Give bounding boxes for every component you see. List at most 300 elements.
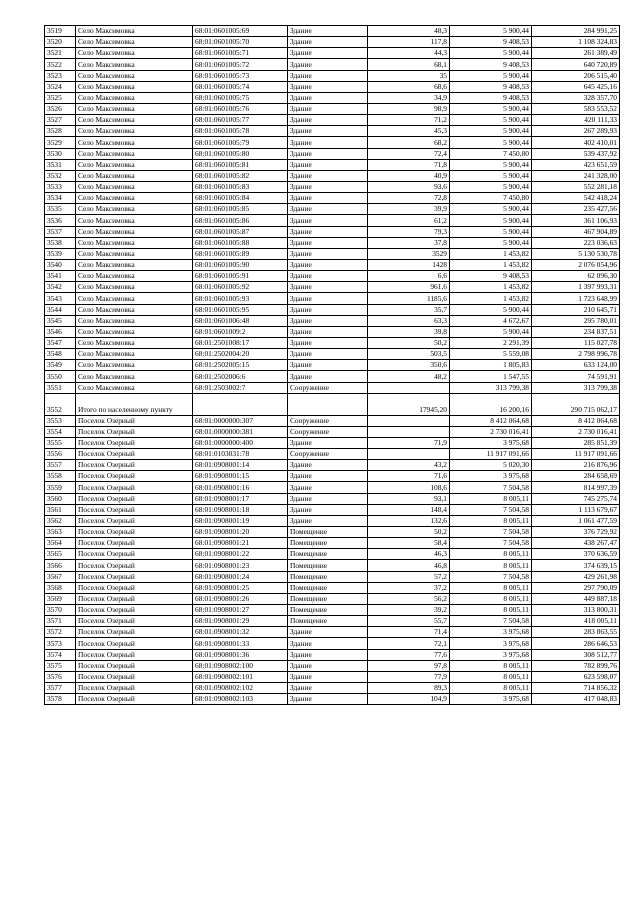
- object-type-cell: Здание: [288, 326, 368, 337]
- table-body: [45, 26, 620, 705]
- table-row: [45, 26, 620, 37]
- object-type-cell: Здание: [288, 170, 368, 181]
- cadastral-value-cell: 1 723 648,99: [532, 293, 620, 304]
- object-type-cell: Помещение: [288, 549, 368, 560]
- row-number-cell: 3557: [45, 460, 76, 471]
- cadastral-table: [44, 25, 620, 705]
- unit-value-cell: 5 900,44: [450, 170, 532, 181]
- object-type-cell: Здание: [288, 627, 368, 638]
- cadastral-number-cell: 68:01:0601005:70: [193, 37, 288, 48]
- locality-cell: Село Максимовка: [76, 382, 193, 393]
- table-row: [45, 638, 620, 649]
- table-row: [45, 304, 620, 315]
- area-cell: 71,9: [368, 437, 450, 448]
- cadastral-number-cell: 68:01:0908001:33: [193, 638, 288, 649]
- locality-cell: Поселок Озерный: [76, 560, 193, 571]
- cadastral-number-cell: 68:01:0601005:84: [193, 193, 288, 204]
- row-number-cell: 3562: [45, 515, 76, 526]
- unit-value-cell: 8 005,11: [450, 515, 532, 526]
- cadastral-value-cell: 1 397 993,31: [532, 282, 620, 293]
- area-cell: 34,9: [368, 92, 450, 103]
- row-number-cell: 3535: [45, 204, 76, 215]
- area-cell: 55,7: [368, 616, 450, 627]
- cadastral-number-cell: 68:01:0601005:89: [193, 248, 288, 259]
- row-number-cell: 3566: [45, 560, 76, 571]
- locality-cell: Поселок Озерный: [76, 660, 193, 671]
- table-row: [45, 582, 620, 593]
- table-row: [45, 115, 620, 126]
- row-number-cell: 3551: [45, 382, 76, 393]
- locality-cell: Поселок Озерный: [76, 415, 193, 426]
- unit-value-cell: 8 005,11: [450, 560, 532, 571]
- cadastral-value-cell: 374 639,15: [532, 560, 620, 571]
- row-number-cell: 3526: [45, 103, 76, 114]
- locality-cell: Село Максимовка: [76, 259, 193, 270]
- object-type-cell: Здание: [288, 437, 368, 448]
- document-sheet: [44, 25, 619, 705]
- locality-cell: Село Максимовка: [76, 215, 193, 226]
- cadastral-value-cell: 328 357,70: [532, 92, 620, 103]
- cadastral-value-cell: 313 799,38: [532, 382, 620, 393]
- object-type-cell: Здание: [288, 471, 368, 482]
- area-cell: 45,3: [368, 126, 450, 137]
- area-cell: [368, 449, 450, 460]
- cadastral-number-cell: 68:01:0601005:74: [193, 81, 288, 92]
- row-number-cell: 3544: [45, 304, 76, 315]
- unit-value-cell: 3 975,68: [450, 694, 532, 705]
- row-number-cell: 3552: [45, 393, 76, 415]
- area-cell: 48,3: [368, 26, 450, 37]
- object-type-cell: Здание: [288, 237, 368, 248]
- locality-cell: Село Максимовка: [76, 70, 193, 81]
- unit-value-cell: 7 450,80: [450, 148, 532, 159]
- row-number-cell: 3541: [45, 271, 76, 282]
- cadastral-number-cell: 68:01:0601005:90: [193, 259, 288, 270]
- locality-cell: Поселок Озерный: [76, 460, 193, 471]
- table-row: [45, 103, 620, 114]
- cadastral-value-cell: 417 048,83: [532, 694, 620, 705]
- cadastral-value-cell: 267 289,93: [532, 126, 620, 137]
- cadastral-number-cell: 68:01:0908001:17: [193, 493, 288, 504]
- cadastral-number-cell: 68:01:0601005:86: [193, 215, 288, 226]
- unit-value-cell: 9 408,53: [450, 37, 532, 48]
- table-row: [45, 360, 620, 371]
- table-row: [45, 248, 620, 259]
- cadastral-number-cell: 68:01:0908002:103: [193, 694, 288, 705]
- row-number-cell: 3560: [45, 493, 76, 504]
- cadastral-value-cell: 234 837,51: [532, 326, 620, 337]
- row-number-cell: 3543: [45, 293, 76, 304]
- object-type-cell: Здание: [288, 694, 368, 705]
- object-type-cell: Здание: [288, 148, 368, 159]
- row-number-cell: 3538: [45, 237, 76, 248]
- cadastral-number-cell: 68:01:0908001:26: [193, 593, 288, 604]
- object-type-cell: Здание: [288, 460, 368, 471]
- locality-cell: Поселок Озерный: [76, 482, 193, 493]
- row-number-cell: 3519: [45, 26, 76, 37]
- object-type-cell: Здание: [288, 315, 368, 326]
- cadastral-number-cell: 68:01:0908001:24: [193, 571, 288, 582]
- object-type-cell: Здание: [288, 48, 368, 59]
- locality-cell: Поселок Озерный: [76, 538, 193, 549]
- locality-cell: Поселок Озерный: [76, 527, 193, 538]
- cadastral-number-cell: 68:01:0601005:82: [193, 170, 288, 181]
- area-cell: 46,3: [368, 549, 450, 560]
- row-number-cell: 3570: [45, 605, 76, 616]
- locality-cell: Село Максимовка: [76, 137, 193, 148]
- table-row: [45, 193, 620, 204]
- table-row: [45, 571, 620, 582]
- cadastral-value-cell: 633 124,00: [532, 360, 620, 371]
- area-cell: 503,5: [368, 349, 450, 360]
- table-row: [45, 415, 620, 426]
- unit-value-cell: 1 805,83: [450, 360, 532, 371]
- table-row: [45, 660, 620, 671]
- locality-cell: Поселок Озерный: [76, 471, 193, 482]
- object-type-cell: Здание: [288, 649, 368, 660]
- table-row: [45, 92, 620, 103]
- row-number-cell: 3520: [45, 37, 76, 48]
- cadastral-number-cell: 68:01:0908001:25: [193, 582, 288, 593]
- locality-cell: Село Максимовка: [76, 48, 193, 59]
- cadastral-value-cell: 645 425,16: [532, 81, 620, 92]
- row-number-cell: 3571: [45, 616, 76, 627]
- unit-value-cell: 8 412 064,68: [450, 415, 532, 426]
- row-number-cell: 3573: [45, 638, 76, 649]
- unit-value-cell: 5 900,44: [450, 103, 532, 114]
- cadastral-number-cell: 68:01:0908002:101: [193, 671, 288, 682]
- area-cell: 57,2: [368, 571, 450, 582]
- cadastral-number-cell: 68:01:0908002:100: [193, 660, 288, 671]
- area-cell: 58,4: [368, 538, 450, 549]
- locality-cell: Село Максимовка: [76, 337, 193, 348]
- table-row: [45, 204, 620, 215]
- cadastral-number-cell: 68:01:0601005:81: [193, 159, 288, 170]
- cadastral-value-cell: 284 991,25: [532, 26, 620, 37]
- object-type-cell: Здание: [288, 671, 368, 682]
- locality-cell: Село Максимовка: [76, 159, 193, 170]
- table-row: [45, 326, 620, 337]
- cadastral-value-cell: 285 851,39: [532, 437, 620, 448]
- area-cell: 961,6: [368, 282, 450, 293]
- cadastral-value-cell: 714 856,32: [532, 683, 620, 694]
- cadastral-number-cell: 68:01:0000000:381: [193, 426, 288, 437]
- unit-value-cell: 9 408,53: [450, 271, 532, 282]
- cadastral-number-cell: 68:01:0601005:95: [193, 304, 288, 315]
- table-row: [45, 170, 620, 181]
- locality-cell: Поселок Озерный: [76, 426, 193, 437]
- cadastral-number-cell: 68:01:0601005:71: [193, 48, 288, 59]
- unit-value-cell: 3 975,68: [450, 638, 532, 649]
- cadastral-number-cell: 68:01:0000000:307: [193, 415, 288, 426]
- unit-value-cell: 5 900,44: [450, 26, 532, 37]
- object-type-cell: Сооружение: [288, 449, 368, 460]
- row-number-cell: 3574: [45, 649, 76, 660]
- object-type-cell: Здание: [288, 70, 368, 81]
- area-cell: 6,6: [368, 271, 450, 282]
- locality-cell: Поселок Озерный: [76, 571, 193, 582]
- row-number-cell: 3530: [45, 148, 76, 159]
- object-type-cell: Помещение: [288, 527, 368, 538]
- row-number-cell: 3575: [45, 660, 76, 671]
- cadastral-value-cell: 297 790,09: [532, 582, 620, 593]
- row-number-cell: 3559: [45, 482, 76, 493]
- area-cell: 40,9: [368, 170, 450, 181]
- table-row: [45, 181, 620, 192]
- object-type-cell: Здание: [288, 37, 368, 48]
- cadastral-value-cell: 814 997,39: [532, 482, 620, 493]
- area-cell: 35,7: [368, 304, 450, 315]
- cadastral-value-cell: 1 113 679,67: [532, 504, 620, 515]
- cadastral-number-cell: 68:01:0601005:88: [193, 237, 288, 248]
- cadastral-number-cell: 68:01:0908001:14: [193, 460, 288, 471]
- table-row: [45, 437, 620, 448]
- unit-value-cell: 5 900,44: [450, 115, 532, 126]
- row-number-cell: 3563: [45, 527, 76, 538]
- unit-value-cell: 5 900,44: [450, 304, 532, 315]
- cadastral-number-cell: 68:01:0601005:83: [193, 181, 288, 192]
- table-row: [45, 426, 620, 437]
- area-cell: 68,6: [368, 81, 450, 92]
- row-number-cell: 3578: [45, 694, 76, 705]
- object-type-cell: Помещение: [288, 571, 368, 582]
- table-row: [45, 371, 620, 382]
- cadastral-number-cell: 68:01:0601005:91: [193, 271, 288, 282]
- locality-cell: Поселок Озерный: [76, 649, 193, 660]
- locality-cell: Село Максимовка: [76, 304, 193, 315]
- cadastral-value-cell: 2 076 054,96: [532, 259, 620, 270]
- locality-cell: Село Максимовка: [76, 181, 193, 192]
- row-number-cell: 3572: [45, 627, 76, 638]
- locality-cell: Село Максимовка: [76, 115, 193, 126]
- locality-cell: Село Максимовка: [76, 282, 193, 293]
- locality-cell: Село Максимовка: [76, 293, 193, 304]
- row-number-cell: 3527: [45, 115, 76, 126]
- cadastral-value-cell: 542 418,24: [532, 193, 620, 204]
- locality-cell: Поселок Озерный: [76, 638, 193, 649]
- table-row: [45, 538, 620, 549]
- object-type-cell: Здание: [288, 660, 368, 671]
- row-number-cell: 3536: [45, 215, 76, 226]
- table-row: [45, 349, 620, 360]
- area-cell: 68,2: [368, 137, 450, 148]
- table-row: [45, 271, 620, 282]
- cadastral-number-cell: 68:01:0908001:27: [193, 605, 288, 616]
- row-number-cell: 3549: [45, 360, 76, 371]
- area-cell: 3529: [368, 248, 450, 259]
- cadastral-number-cell: 68:01:2503002:7: [193, 382, 288, 393]
- table-row: [45, 449, 620, 460]
- cadastral-number-cell: 68:01:0908001:16: [193, 482, 288, 493]
- cadastral-number-cell: 68:01:2501008:17: [193, 337, 288, 348]
- unit-value-cell: 9 408,53: [450, 81, 532, 92]
- cadastral-value-cell: 745 275,74: [532, 493, 620, 504]
- unit-value-cell: 16 200,16: [450, 393, 532, 415]
- row-number-cell: 3546: [45, 326, 76, 337]
- unit-value-cell: 1 453,82: [450, 282, 532, 293]
- object-type-cell: Здание: [288, 515, 368, 526]
- unit-value-cell: 7 504,58: [450, 504, 532, 515]
- table-row: [45, 694, 620, 705]
- cadastral-number-cell: 68:01:0601005:85: [193, 204, 288, 215]
- object-type-cell: Здание: [288, 304, 368, 315]
- object-type-cell: Здание: [288, 248, 368, 259]
- object-type-cell: Здание: [288, 215, 368, 226]
- unit-value-cell: 7 504,58: [450, 527, 532, 538]
- object-type-cell: Здание: [288, 504, 368, 515]
- table-row: [45, 504, 620, 515]
- locality-cell: Поселок Озерный: [76, 593, 193, 604]
- table-row: [45, 226, 620, 237]
- object-type-cell: Здание: [288, 137, 368, 148]
- unit-value-cell: 3 975,68: [450, 627, 532, 638]
- row-number-cell: 3547: [45, 337, 76, 348]
- cadastral-value-cell: 5 130 530,78: [532, 248, 620, 259]
- area-cell: [368, 382, 450, 393]
- locality-cell: Поселок Озерный: [76, 582, 193, 593]
- cadastral-number-cell: 68:01:0601009:2: [193, 326, 288, 337]
- cadastral-value-cell: 216 876,96: [532, 460, 620, 471]
- cadastral-value-cell: 62 096,30: [532, 271, 620, 282]
- unit-value-cell: 8 005,11: [450, 549, 532, 560]
- object-type-cell: Здание: [288, 159, 368, 170]
- locality-cell: Поселок Озерный: [76, 549, 193, 560]
- table-row: [45, 527, 620, 538]
- row-number-cell: 3565: [45, 549, 76, 560]
- area-cell: 71,8: [368, 159, 450, 170]
- cadastral-value-cell: 223 036,63: [532, 237, 620, 248]
- cadastral-number-cell: 68:01:2502004:20: [193, 349, 288, 360]
- unit-value-cell: 3 975,68: [450, 649, 532, 660]
- locality-cell: Село Максимовка: [76, 371, 193, 382]
- cadastral-value-cell: 423 651,59: [532, 159, 620, 170]
- unit-value-cell: 1 453,82: [450, 293, 532, 304]
- table-row: [45, 137, 620, 148]
- cadastral-number-cell: 68:01:0601005:77: [193, 115, 288, 126]
- unit-value-cell: 8 005,11: [450, 660, 532, 671]
- area-cell: 350,6: [368, 360, 450, 371]
- area-cell: 93,1: [368, 493, 450, 504]
- table-row: [45, 393, 620, 415]
- cadastral-value-cell: 286 646,53: [532, 638, 620, 649]
- area-cell: 56,2: [368, 593, 450, 604]
- unit-value-cell: 8 005,11: [450, 593, 532, 604]
- cadastral-number-cell: 68:01:0601005:79: [193, 137, 288, 148]
- cadastral-value-cell: 241 328,00: [532, 170, 620, 181]
- object-type-cell: Здание: [288, 259, 368, 270]
- locality-cell: Поселок Озерный: [76, 437, 193, 448]
- table-row: [45, 683, 620, 694]
- unit-value-cell: 7 504,58: [450, 616, 532, 627]
- unit-value-cell: 5 900,44: [450, 70, 532, 81]
- table-row: [45, 81, 620, 92]
- area-cell: 63,3: [368, 315, 450, 326]
- row-number-cell: 3523: [45, 70, 76, 81]
- table-row: [45, 616, 620, 627]
- unit-value-cell: 5 900,44: [450, 226, 532, 237]
- object-type-cell: Здание: [288, 193, 368, 204]
- cadastral-value-cell: 361 106,93: [532, 215, 620, 226]
- cadastral-number-cell: 68:01:0908001:20: [193, 527, 288, 538]
- cadastral-value-cell: 552 281,18: [532, 181, 620, 192]
- unit-value-cell: 5 900,44: [450, 48, 532, 59]
- unit-value-cell: 4 672,67: [450, 315, 532, 326]
- area-cell: 17945,20: [368, 393, 450, 415]
- cadastral-value-cell: 1 061 477,59: [532, 515, 620, 526]
- table-row: [45, 593, 620, 604]
- row-number-cell: 3521: [45, 48, 76, 59]
- cadastral-value-cell: 420 111,33: [532, 115, 620, 126]
- unit-value-cell: 5 900,44: [450, 181, 532, 192]
- locality-cell: Село Максимовка: [76, 193, 193, 204]
- area-cell: 37,8: [368, 237, 450, 248]
- row-number-cell: 3569: [45, 593, 76, 604]
- table-row: [45, 560, 620, 571]
- area-cell: 77,9: [368, 671, 450, 682]
- row-number-cell: 3558: [45, 471, 76, 482]
- object-type-cell: Здание: [288, 683, 368, 694]
- cadastral-value-cell: 2 798 996,78: [532, 349, 620, 360]
- locality-cell: Поселок Озерный: [76, 605, 193, 616]
- cadastral-number-cell: 68:01:2502005:15: [193, 360, 288, 371]
- row-number-cell: 3567: [45, 571, 76, 582]
- unit-value-cell: 5 900,44: [450, 137, 532, 148]
- cadastral-number-cell: 68:01:0601005:75: [193, 92, 288, 103]
- object-type-cell: Здание: [288, 103, 368, 114]
- area-cell: 39,9: [368, 204, 450, 215]
- cadastral-value-cell: 640 720,89: [532, 59, 620, 70]
- table-row: [45, 671, 620, 682]
- locality-cell: Поселок Озерный: [76, 616, 193, 627]
- unit-value-cell: 9 408,53: [450, 59, 532, 70]
- cadastral-value-cell: 449 887,18: [532, 593, 620, 604]
- locality-cell: Поселок Озерный: [76, 627, 193, 638]
- table-row: [45, 337, 620, 348]
- row-number-cell: 3555: [45, 437, 76, 448]
- table-row: [45, 59, 620, 70]
- cadastral-number-cell: 68:01:0103031:78: [193, 449, 288, 460]
- object-type-cell: Здание: [288, 493, 368, 504]
- unit-value-cell: 7 504,58: [450, 482, 532, 493]
- row-number-cell: 3532: [45, 170, 76, 181]
- object-type-cell: Здание: [288, 282, 368, 293]
- unit-value-cell: 7 450,80: [450, 193, 532, 204]
- table-row: [45, 148, 620, 159]
- unit-value-cell: 1 453,82: [450, 248, 532, 259]
- area-cell: 61,2: [368, 215, 450, 226]
- row-number-cell: 3576: [45, 671, 76, 682]
- object-type-cell: Здание: [288, 482, 368, 493]
- object-type-cell: Здание: [288, 181, 368, 192]
- object-type-cell: Сооружение: [288, 426, 368, 437]
- row-number-cell: 3522: [45, 59, 76, 70]
- unit-value-cell: 5 020,30: [450, 460, 532, 471]
- cadastral-value-cell: 210 645,71: [532, 304, 620, 315]
- locality-cell: Итого по населенному пункту: [76, 393, 193, 415]
- cadastral-value-cell: 583 553,52: [532, 103, 620, 114]
- cadastral-value-cell: 2 730 016,41: [532, 426, 620, 437]
- area-cell: 39,2: [368, 605, 450, 616]
- area-cell: 77,6: [368, 649, 450, 660]
- area-cell: 43,2: [368, 460, 450, 471]
- area-cell: [368, 426, 450, 437]
- area-cell: 50,2: [368, 337, 450, 348]
- row-number-cell: 3534: [45, 193, 76, 204]
- locality-cell: Поселок Озерный: [76, 671, 193, 682]
- locality-cell: Село Максимовка: [76, 326, 193, 337]
- area-cell: 71,4: [368, 627, 450, 638]
- row-number-cell: 3539: [45, 248, 76, 259]
